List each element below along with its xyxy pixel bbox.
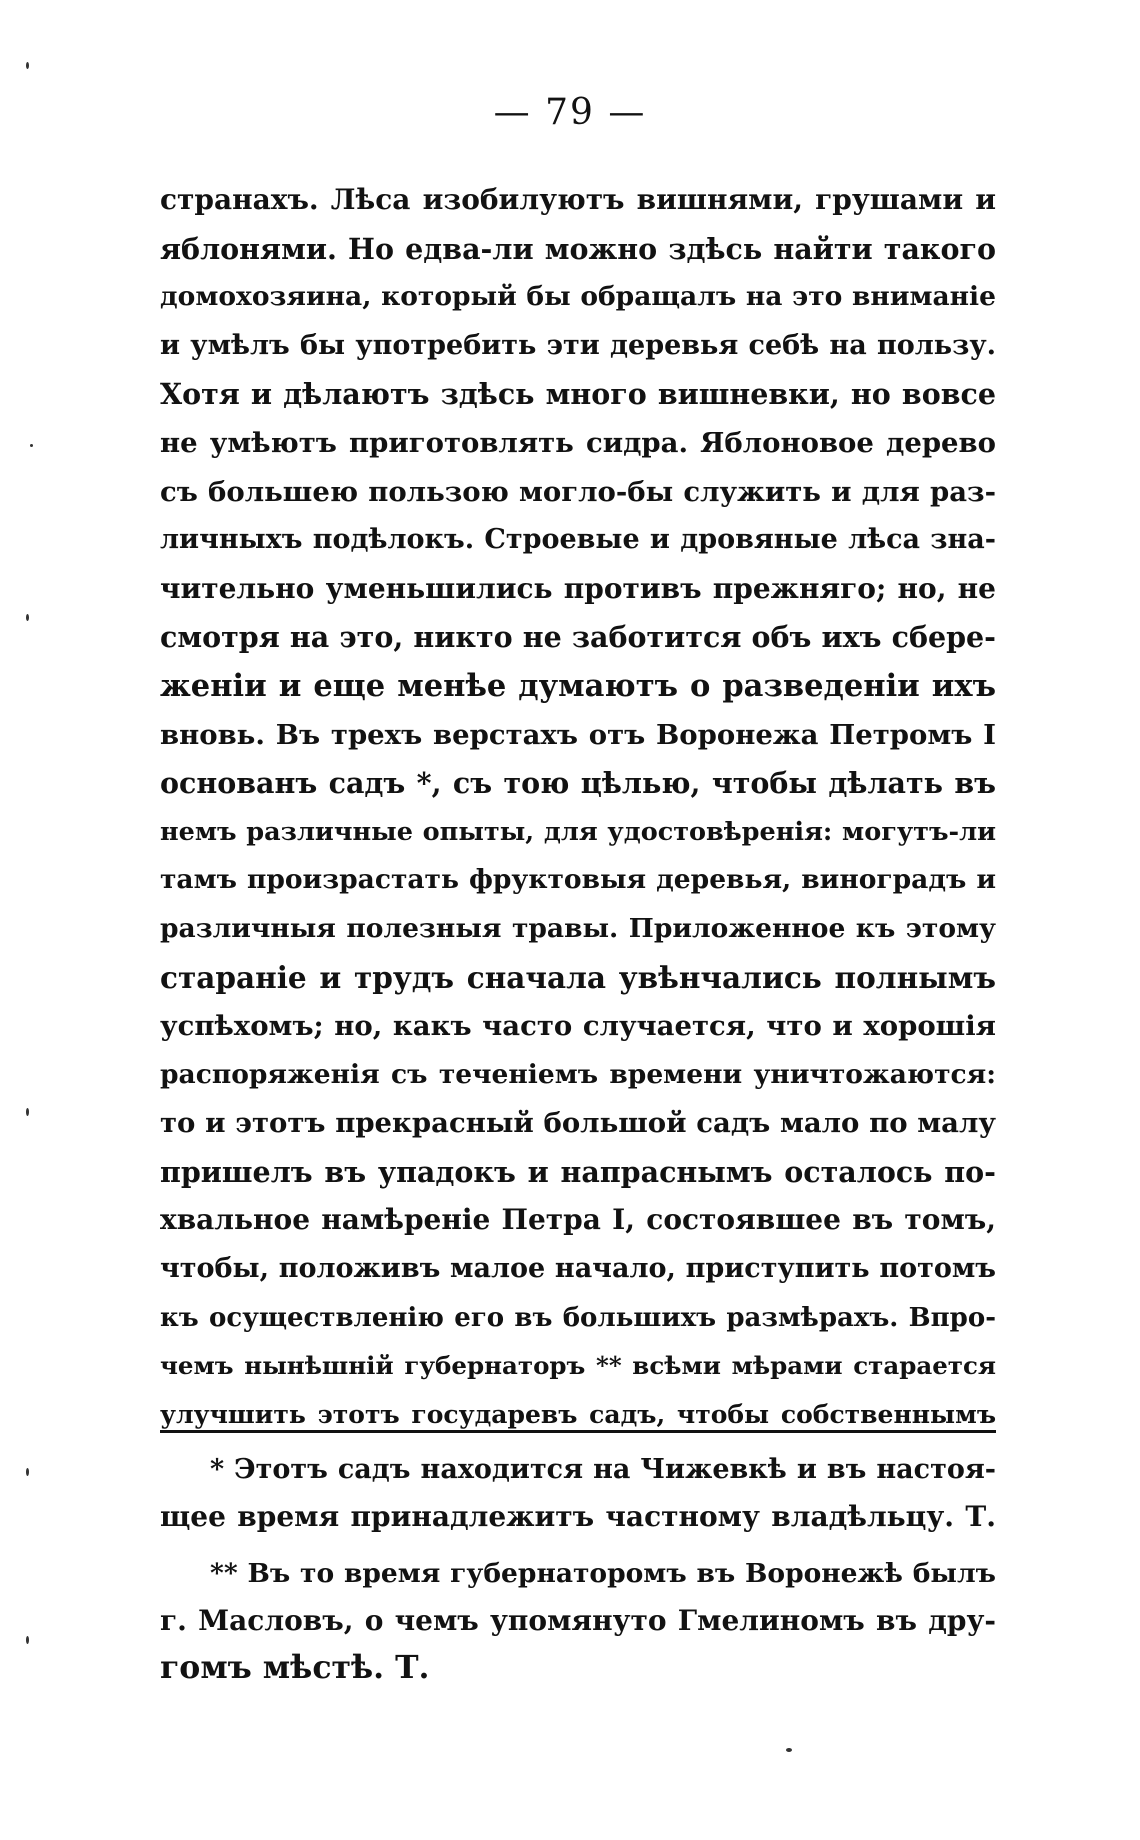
text-line: женіи и еще менѣе думаютъ о разведеніи ихъ xyxy=(160,667,996,704)
text-line: вновь. Въ трехъ верстахъ отъ Воронежа Петромъ I xyxy=(160,718,996,751)
page-number: — 79 — xyxy=(493,92,647,133)
footnote-divider xyxy=(160,1430,996,1433)
scan-speck xyxy=(30,444,33,447)
footnote-1-line: * Этотъ садъ находится на Чижевкѣ и въ настоя- xyxy=(210,1454,996,1485)
text-line: тамъ произрастать фруктовыя деревья, виноградъ и xyxy=(160,864,996,896)
scan-speck xyxy=(26,1636,29,1644)
scan-speck xyxy=(786,1748,792,1752)
footnotes xyxy=(160,1446,996,1691)
text-line: съ большею пользою могло-бы служить и для раз- xyxy=(160,475,996,508)
text-line: пришелъ въ упадокъ и напраснымъ осталось по- xyxy=(160,1154,996,1189)
text-line: хвальное намѣреніе Петра I, состоявшее въ томъ, xyxy=(160,1203,996,1237)
text-line: распоряженія съ теченіемъ времени уничтожаются: xyxy=(160,1058,996,1090)
scan-speck xyxy=(26,614,29,621)
footnote-1-line: щее время принадлежитъ частному владѣльцу. Т. xyxy=(160,1500,996,1533)
text-line: различныя полезныя травы. Приложенное къ этому xyxy=(160,912,996,944)
text-line: чтобы, положивъ малое начало, приступить потомъ xyxy=(160,1253,996,1285)
scan-speck xyxy=(26,62,29,69)
text-line: основанъ садъ *, съ тою цѣлью, чтобы дѣлать въ xyxy=(160,766,996,801)
text-line: немъ различные опыты, для удостовѣренія: могутъ-ли xyxy=(160,816,996,847)
text-line: личныхъ подѣлокъ. Строевые и дровяные лѣса зна- xyxy=(160,524,996,556)
footnote-2-line: гомъ мѣстѣ. Т. xyxy=(160,1649,430,1686)
text-line: не умѣютъ приготовлять сидра. Яблоновое дерево xyxy=(160,426,996,459)
text-line: то и этотъ прекрасный большой садъ мало по малу xyxy=(160,1107,996,1140)
text-line: домохозяина, который бы обращалъ на это вниманіе xyxy=(160,281,996,313)
text-line: стараніе и трудъ сначала увѣнчались полнымъ xyxy=(160,959,996,995)
text-line: улучшить этотъ государевъ садъ, чтобы собственнымъ xyxy=(160,1399,996,1429)
text-line: смотря на это, никто не заботится объ ихъ сбере- xyxy=(160,620,996,655)
scan-speck xyxy=(26,1468,29,1476)
text-line: успѣхомъ; но, какъ часто случается, что и хорошія xyxy=(160,1010,996,1043)
text-line: къ осуществленію его въ большихъ размѣрахъ. Впро- xyxy=(160,1302,996,1333)
text-line: Хотя и дѣлаютъ здѣсь много вишневки, но вовсе xyxy=(160,377,996,412)
text-line: яблонями. Но едва-ли можно здѣсь найти такого xyxy=(160,231,996,266)
footnote-2-line: ** Въ то время губернаторомъ въ Воронежѣ былъ xyxy=(210,1558,996,1589)
text-line: чемъ нынѣшній губернаторъ ** всѣми мѣрами старается xyxy=(160,1351,996,1381)
text-line: странахъ. Лѣса изобилуютъ вишнями, грушами и xyxy=(160,183,996,216)
footnote-2-line: г. Масловъ, о чемъ упомянуто Гмелиномъ въ дру- xyxy=(160,1604,996,1637)
text-line: чительно уменьшились противъ прежняго; но, не xyxy=(160,571,996,605)
text-line: и умѣлъ бы употребить эти деревья себѣ на пользу. xyxy=(160,329,996,361)
body-text xyxy=(160,176,996,1439)
scan-speck xyxy=(26,1108,29,1116)
